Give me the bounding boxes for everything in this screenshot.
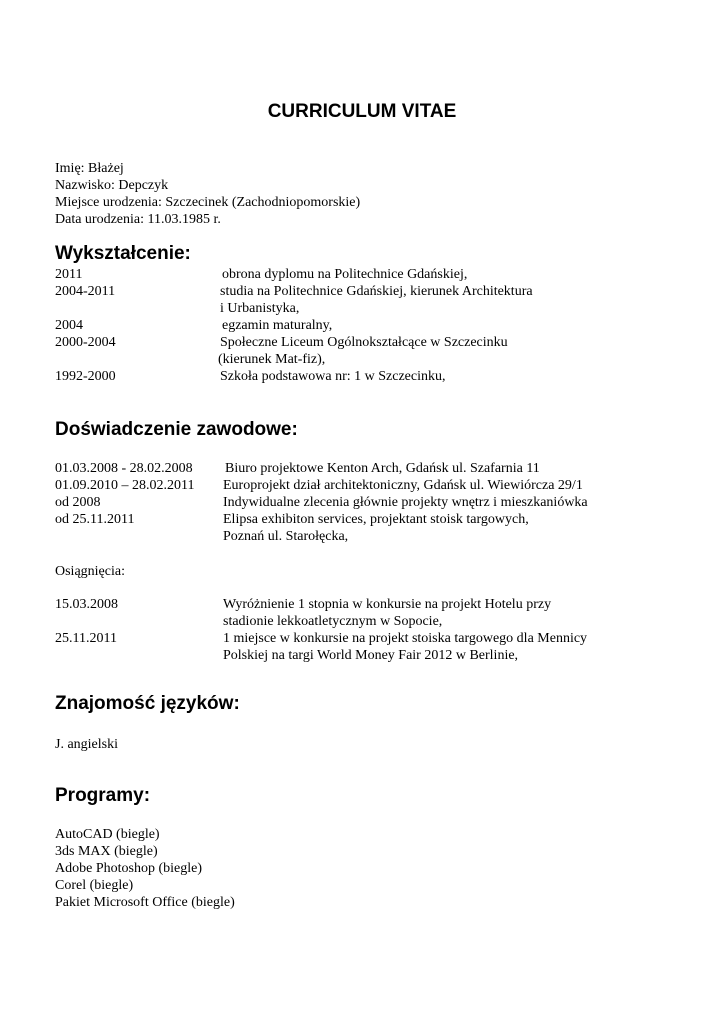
experience-text: Elipsa exhibiton services, projektant stoisk targowych, — [223, 512, 529, 527]
education-text: i Urbanistyka, — [220, 301, 300, 316]
education-heading: Wykształcenie: — [55, 243, 191, 264]
education-date: 2004-2011 — [55, 284, 116, 299]
education-date: 2011 — [55, 267, 83, 282]
experience-text: Poznań ul. Starołęcka, — [223, 529, 349, 544]
last-name-line: Nazwisko: Depczyk — [55, 178, 169, 193]
education-text: Społeczne Liceum Ogólnokształcące w Szczecinku — [220, 335, 508, 350]
birthdate-line: Data urodzenia: 11.03.1985 r. — [55, 212, 221, 227]
software-item: 3ds MAX (biegle) — [55, 844, 158, 859]
achievement-text: Wyróżnienie 1 stopnia w konkursie na projekt Hotelu przy — [223, 597, 552, 612]
first-name-line: Imię: Błażej — [55, 161, 124, 176]
software-item: Pakiet Microsoft Office (biegle) — [55, 895, 235, 910]
education-text: Szkoła podstawowa nr: 1 w Szczecinku, — [220, 369, 446, 384]
experience-row — [55, 460, 675, 477]
experience-list — [55, 460, 675, 545]
achievements-label-block — [55, 563, 675, 580]
education-row — [55, 351, 675, 368]
education-date: 1992-2000 — [55, 369, 116, 384]
education-date: 2004 — [55, 318, 83, 333]
achievement-text: stadionie lekkoatletycznym w Sopocie, — [223, 614, 443, 629]
experience-row — [55, 494, 675, 511]
achievement-text: 1 miejsce w konkursie na projekt stoiska targowego dla Mennicy — [223, 631, 588, 646]
language-item: J. angielski — [55, 737, 118, 752]
achievements-label: Osiągnięcia: — [55, 564, 125, 579]
achievement-date: 15.03.2008 — [55, 597, 118, 612]
experience-row — [55, 511, 675, 528]
achievement-text: Polskiej na targi World Money Fair 2012 w Berlinie, — [223, 648, 519, 663]
achievement-row — [55, 630, 675, 647]
personal-info — [55, 160, 675, 228]
experience-heading: Doświadczenie zawodowe: — [55, 419, 298, 440]
page-title: CURRICULUM VITAE — [267, 101, 457, 122]
education-date: 2000-2004 — [55, 335, 116, 350]
achievement-date: 25.11.2011 — [55, 631, 117, 646]
education-row — [55, 368, 675, 385]
software-item: Adobe Photoshop (biegle) — [55, 861, 202, 876]
education-text: (kierunek Mat-fiz), — [218, 352, 326, 367]
achievements-list — [55, 596, 675, 664]
education-text: obrona dyplomu na Politechnice Gdańskiej, — [222, 267, 468, 282]
education-text: egzamin maturalny, — [222, 318, 333, 333]
education-row — [55, 266, 675, 283]
software-item: AutoCAD (biegle) — [55, 827, 160, 842]
education-row — [55, 283, 675, 300]
experience-text: Europrojekt dział architektoniczny, Gdańsk ul. Wiewiórcza 29/1 — [223, 478, 583, 493]
languages-heading: Znajomość języków: — [55, 693, 240, 714]
experience-date: od 25.11.2011 — [55, 512, 135, 527]
experience-date: od 2008 — [55, 495, 101, 510]
software-heading: Programy: — [55, 785, 151, 806]
software-item: Corel (biegle) — [55, 878, 134, 893]
education-row — [55, 317, 675, 334]
achievement-row — [55, 596, 675, 613]
achievement-row — [55, 613, 675, 630]
education-text: studia na Politechnice Gdańskiej, kierunek Architektura — [220, 284, 533, 299]
birthplace-line: Miejsce urodzenia: Szczecinek (Zachodniopomorskie) — [55, 195, 361, 210]
software-list — [55, 826, 675, 911]
experience-date: 01.09.2010 – 28.02.2011 — [55, 478, 195, 493]
experience-text: Indywidualne zlecenia głównie projekty wnętrz i mieszkaniówka — [223, 495, 588, 510]
languages-list — [55, 736, 675, 753]
education-row — [55, 300, 675, 317]
education-row — [55, 334, 675, 351]
achievement-row — [55, 647, 675, 664]
experience-row — [55, 477, 675, 494]
experience-row — [55, 528, 675, 545]
experience-date: 01.03.2008 - 28.02.2008 — [55, 461, 193, 476]
experience-text: Biuro projektowe Kenton Arch, Gdańsk ul. Szafarnia 11 — [225, 461, 540, 476]
education-list — [55, 266, 675, 385]
